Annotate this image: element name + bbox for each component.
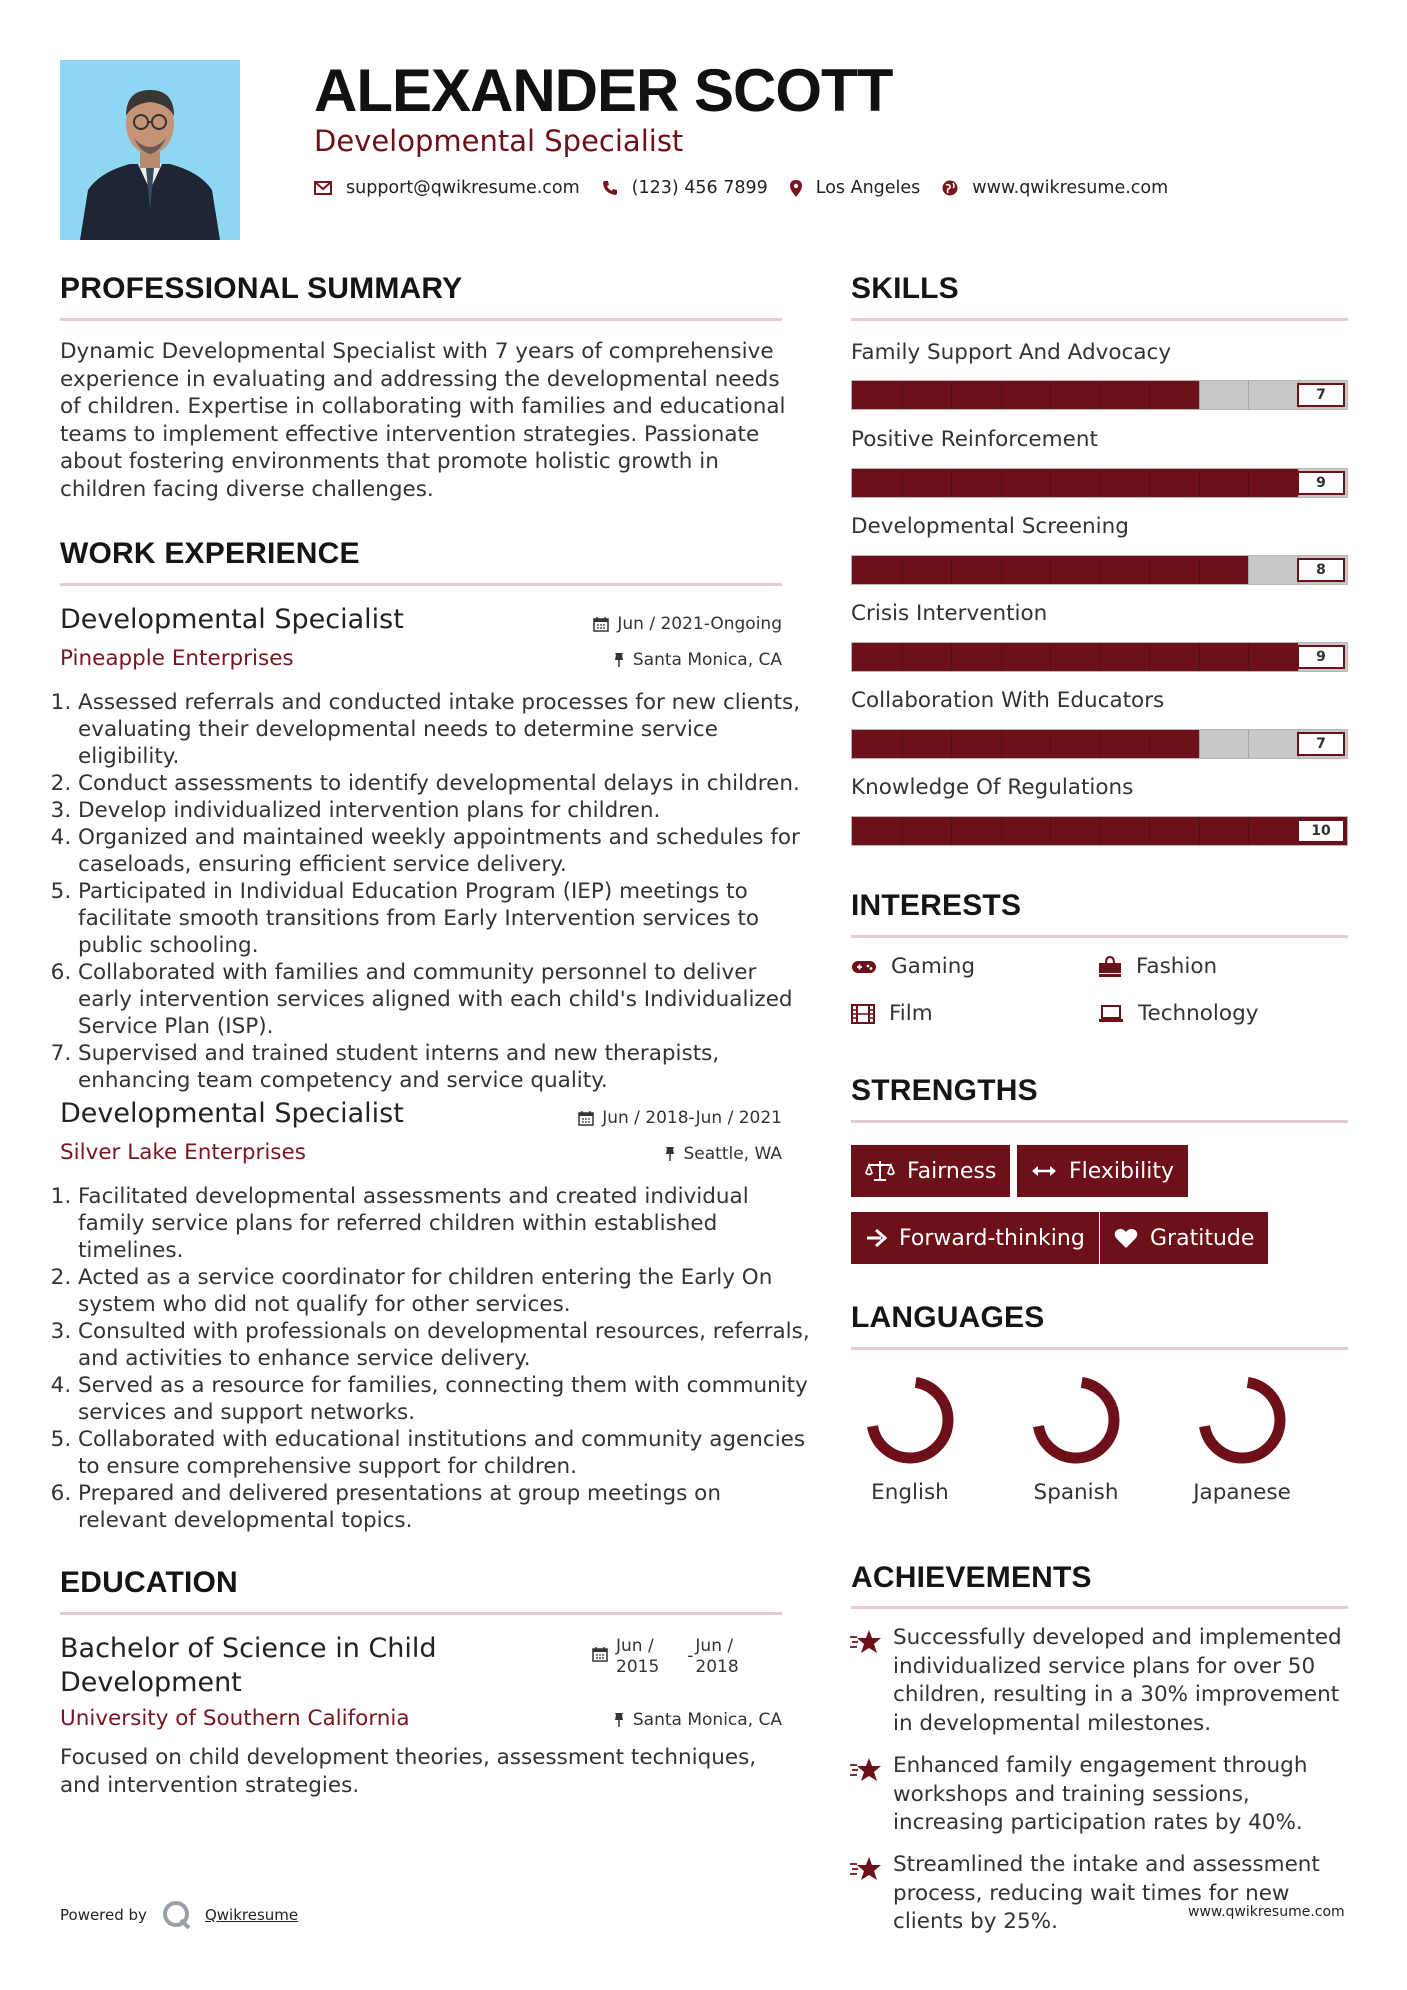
list-item: 6. Prepared and delivered presentations at group meetings on relevant developmental topics. (78, 1480, 810, 1534)
skill-segment (951, 817, 952, 845)
strengths-heading: STRENGTHS (851, 1074, 1038, 1107)
education-location (613, 1710, 782, 1730)
start-month: Jun / (616, 1636, 654, 1656)
summary-divider (60, 318, 782, 321)
interests-heading: INTERESTS (851, 889, 1022, 922)
skill-segment (1248, 730, 1249, 758)
skill-level: 7 (1297, 732, 1345, 756)
date-dash: - (687, 1646, 694, 1666)
education-dates (592, 1636, 739, 1678)
envelope-icon (314, 181, 332, 195)
pushpin-icon (613, 1712, 625, 1728)
achievements-heading: ACHIEVEMENTS (851, 1561, 1092, 1594)
education-description: Focused on child development theories, assessment techniques, and intervention strategies. (60, 1745, 757, 1798)
language-label: Japanese (1193, 1480, 1291, 1505)
achievement-item (849, 1752, 1349, 1838)
gamepad-icon (851, 959, 877, 975)
language-item (1167, 1370, 1317, 1505)
skill-segment (1001, 556, 1002, 584)
strength-label: Flexibility (1069, 1158, 1174, 1184)
skill-segment (1248, 643, 1249, 671)
degree-line: Bachelor of Science in Child (60, 1633, 437, 1664)
interest-label: Film (889, 1001, 933, 1026)
strengths-divider (851, 1120, 1348, 1123)
skill-segment (1100, 381, 1101, 409)
list-item: 2. Acted as a service coordinator for children entering the Early On system who did not qualify for other services. (78, 1264, 810, 1318)
list-item: 2. Conduct assessments to identify developmental delays in children. (78, 770, 810, 797)
skill-segment (951, 643, 952, 671)
calendar-icon (593, 616, 609, 632)
skill-segment (1248, 817, 1249, 845)
calendar-icon (592, 1646, 608, 1662)
job-bullets (60, 689, 810, 1094)
skill-segment (902, 381, 903, 409)
list-item: 3. Consulted with professionals on developmental resources, referrals, and activities to enhance service delivery. (78, 1318, 810, 1372)
degree-line: Development (60, 1667, 242, 1698)
star-icon (849, 1628, 883, 1656)
language-gauge (860, 1370, 960, 1470)
skill-fill (852, 643, 1298, 671)
skill-segment (1199, 556, 1200, 584)
website-text: www.qwikresume.com (972, 178, 1169, 198)
skill-segment (902, 817, 903, 845)
list-item: 5. Collaborated with educational institutions and community agencies to ensure comprehensive support for children. (78, 1426, 810, 1480)
achievement-text: Successfully developed and implemented individualized service plans for over 50 children, resulting in a 30% improvement in developmental milestones. (893, 1625, 1342, 1736)
skill-segment (1149, 643, 1150, 671)
job-date (578, 1108, 782, 1128)
summary-text: Dynamic Developmental Specialist with 7 years of comprehensive experience in evaluating and addressing the developmental needs of children. Expertise in collaborating with families and educational teams to implement effective intervention strategies. Passionate about fostering environments that promote holistic growth in children facing diverse challenges. (60, 339, 786, 502)
strength-label: Gratitude (1150, 1225, 1255, 1251)
list-item: 6. Collaborated with families and community personnel to deliver early intervention services aligned with each child's Individualized Service Plan (ISP). (78, 959, 810, 1040)
language-item (1001, 1370, 1151, 1505)
skill-label: Collaboration With Educators (851, 688, 1165, 713)
contact-website[interactable] (942, 178, 1168, 198)
skill-segment (902, 643, 903, 671)
contact-phone[interactable] (602, 178, 768, 198)
interest-item (851, 1001, 933, 1026)
job-title: Developmental Specialist (60, 604, 404, 635)
list-item: 4. Served as a resource for families, connecting them with community services and support networks. (78, 1372, 810, 1426)
film-icon (851, 1004, 875, 1024)
education-location-text: Santa Monica, CA (632, 1710, 782, 1730)
skill-label: Crisis Intervention (851, 601, 1048, 626)
job-date-text: Jun / 2021-Ongoing (617, 614, 782, 634)
skill-segment (1100, 556, 1101, 584)
skill-level: 9 (1297, 645, 1345, 669)
strength-badge (851, 1212, 1099, 1264)
skill-bar (851, 816, 1348, 846)
skill-bar (851, 555, 1348, 585)
skill-segment (902, 556, 903, 584)
skills-divider (851, 318, 1348, 321)
achievement-item (849, 1851, 1349, 1937)
strength-badge (851, 1145, 1010, 1197)
brand-link[interactable]: Qwikresume (204, 1906, 299, 1924)
list-item: 1. Assessed referrals and conducted intake processes for new clients, evaluating their developmental needs to determine service eligibility. (78, 689, 810, 770)
skill-label: Developmental Screening (851, 514, 1129, 539)
qwikresume-logo-icon (161, 1900, 195, 1930)
arrow-right-icon (865, 1228, 887, 1248)
phone-text: (123) 456 7899 (631, 178, 768, 198)
job-company: Silver Lake Enterprises (60, 1140, 306, 1165)
language-gauge-arc (1039, 1382, 1114, 1458)
end-year: 2018 (695, 1657, 739, 1677)
language-label: English (871, 1480, 949, 1505)
interest-item (1098, 954, 1217, 979)
skill-segment (1050, 817, 1051, 845)
skill-segment (951, 556, 952, 584)
skill-segment (1001, 730, 1002, 758)
star-icon (849, 1855, 883, 1883)
skill-segment (1050, 730, 1051, 758)
language-label: Spanish (1033, 1480, 1119, 1505)
skill-fill (852, 469, 1298, 497)
skill-segment (1199, 469, 1200, 497)
skill-segment (1001, 817, 1002, 845)
education-end (695, 1636, 738, 1678)
job-date (593, 614, 782, 634)
job-location-text: Santa Monica, CA (632, 650, 782, 670)
skill-segment (1149, 381, 1150, 409)
skill-segment (1199, 643, 1200, 671)
list-item: 7. Supervised and trained student interns and new therapists, enhancing team competency and service quality. (78, 1040, 810, 1094)
strength-label: Fairness (907, 1158, 997, 1184)
map-marker-icon (790, 180, 802, 197)
achievement-text: Enhanced family engagement through workshops and training sessions, increasing participation rates by 40%. (893, 1753, 1308, 1835)
skill-fill (852, 730, 1199, 758)
job-bullets (60, 1183, 810, 1534)
list-item: 3. Develop individualized intervention plans for children. (78, 797, 810, 824)
skill-level: 8 (1297, 558, 1345, 582)
calendar-icon (578, 1110, 594, 1126)
skill-segment (1001, 381, 1002, 409)
skill-segment (1199, 381, 1200, 409)
interest-label: Fashion (1136, 954, 1218, 979)
language-gauge-arc (873, 1382, 948, 1458)
footer-url[interactable]: www.qwikresume.com (1188, 1904, 1345, 1920)
pushpin-icon (613, 652, 625, 668)
languages-divider (851, 1347, 1348, 1350)
education-divider (60, 1612, 782, 1615)
skill-segment (902, 469, 903, 497)
powered-by-label: Powered by (60, 1906, 147, 1924)
skill-segment (1050, 469, 1051, 497)
achievement-item (849, 1624, 1349, 1738)
skill-segment (1248, 381, 1249, 409)
skill-segment (951, 469, 952, 497)
interest-label: Gaming (891, 954, 976, 979)
pushpin-icon (664, 1146, 676, 1162)
skill-segment (1001, 643, 1002, 671)
location-text: Los Angeles (815, 178, 921, 198)
skill-bar (851, 380, 1348, 410)
strength-label: Forward-thinking (899, 1225, 1085, 1251)
skill-segment (1149, 730, 1150, 758)
profile-photo (60, 60, 240, 240)
candidate-name: ALEXANDER SCOTT (314, 57, 893, 124)
language-gauge (1026, 1370, 1126, 1470)
powered-by (60, 1900, 298, 1930)
strength-badge (1100, 1212, 1268, 1264)
job-date-text: Jun / 2018-Jun / 2021 (602, 1108, 782, 1128)
job-location-text: Seattle, WA (683, 1144, 782, 1164)
school-name: University of Southern California (60, 1706, 410, 1731)
skill-level: 7 (1297, 383, 1345, 407)
job-title: Developmental Specialist (60, 1098, 404, 1129)
skill-bar (851, 729, 1348, 759)
experience-divider (60, 583, 782, 586)
skill-segment (1100, 730, 1101, 758)
achievement-text: Streamlined the intake and assessment process, reducing wait times for new clients by 25%. (893, 1852, 1320, 1934)
laptop-icon (1098, 1005, 1124, 1023)
skill-segment (1100, 817, 1101, 845)
interest-item (851, 954, 975, 979)
contact-email[interactable] (314, 178, 580, 198)
start-year: 2015 (616, 1657, 660, 1677)
arrows-horizontal-icon (1031, 1164, 1057, 1178)
skill-label: Positive Reinforcement (851, 427, 1098, 452)
skill-bar (851, 468, 1348, 498)
job-company: Pineapple Enterprises (60, 646, 294, 671)
skill-segment (1001, 469, 1002, 497)
skill-segment (1199, 730, 1200, 758)
skill-level: 10 (1297, 819, 1345, 843)
interest-label: Technology (1138, 1001, 1259, 1026)
interests-divider (851, 935, 1348, 938)
education-start (616, 1636, 659, 1678)
skill-segment (1149, 469, 1150, 497)
skill-segment (1100, 469, 1101, 497)
list-item: 4. Organized and maintained weekly appointments and schedules for caseloads, ensuring efficient service delivery. (78, 824, 810, 878)
skill-level: 9 (1297, 471, 1345, 495)
job-location (613, 650, 782, 670)
skill-segment (902, 730, 903, 758)
candidate-title: Developmental Specialist (314, 124, 684, 158)
skill-segment (951, 381, 952, 409)
skill-segment (1199, 817, 1200, 845)
skill-label: Knowledge Of Regulations (851, 775, 1134, 800)
skill-segment (1248, 469, 1249, 497)
phone-icon (602, 180, 618, 196)
skills-heading: SKILLS (851, 272, 959, 305)
languages-heading: LANGUAGES (851, 1301, 1045, 1334)
skill-segment (1050, 381, 1051, 409)
end-month: Jun / (695, 1636, 734, 1656)
skill-segment (1050, 556, 1051, 584)
interest-item (1098, 1001, 1258, 1026)
skill-segment (951, 730, 952, 758)
skill-segment (1050, 643, 1051, 671)
skill-segment (1100, 643, 1101, 671)
degree-title (60, 1632, 437, 1700)
strength-badge (1017, 1145, 1188, 1197)
language-item (835, 1370, 985, 1505)
contact-bar (314, 178, 1190, 198)
summary-heading: PROFESSIONAL SUMMARY (60, 272, 463, 305)
job-location (664, 1144, 783, 1164)
skill-label: Family Support And Advocacy (851, 340, 1172, 365)
contact-location (790, 178, 921, 198)
skill-segment (1248, 556, 1249, 584)
shopping-bag-icon (1098, 956, 1122, 978)
list-item: 1. Facilitated developmental assessments and created individual family service plans for referred children within established timelines. (78, 1183, 810, 1264)
achievements-divider (851, 1606, 1348, 1609)
skill-segment (1149, 817, 1150, 845)
language-gauge-arc (1205, 1382, 1280, 1458)
list-item: 5. Participated in Individual Education Program (IEP) meetings to facilitate smooth transitions from Early Intervention services to public schooling. (78, 878, 810, 959)
heart-icon (1114, 1228, 1138, 1249)
education-heading: EDUCATION (60, 1566, 238, 1599)
experience-heading: WORK EXPERIENCE (60, 537, 360, 570)
skill-bar (851, 642, 1348, 672)
globe-icon (942, 180, 958, 196)
skill-fill (852, 381, 1199, 409)
language-gauge (1192, 1370, 1292, 1470)
skill-segment (1149, 556, 1150, 584)
star-icon (849, 1756, 883, 1784)
balance-scale-icon (865, 1160, 895, 1182)
email-text: support@qwikresume.com (346, 178, 580, 198)
